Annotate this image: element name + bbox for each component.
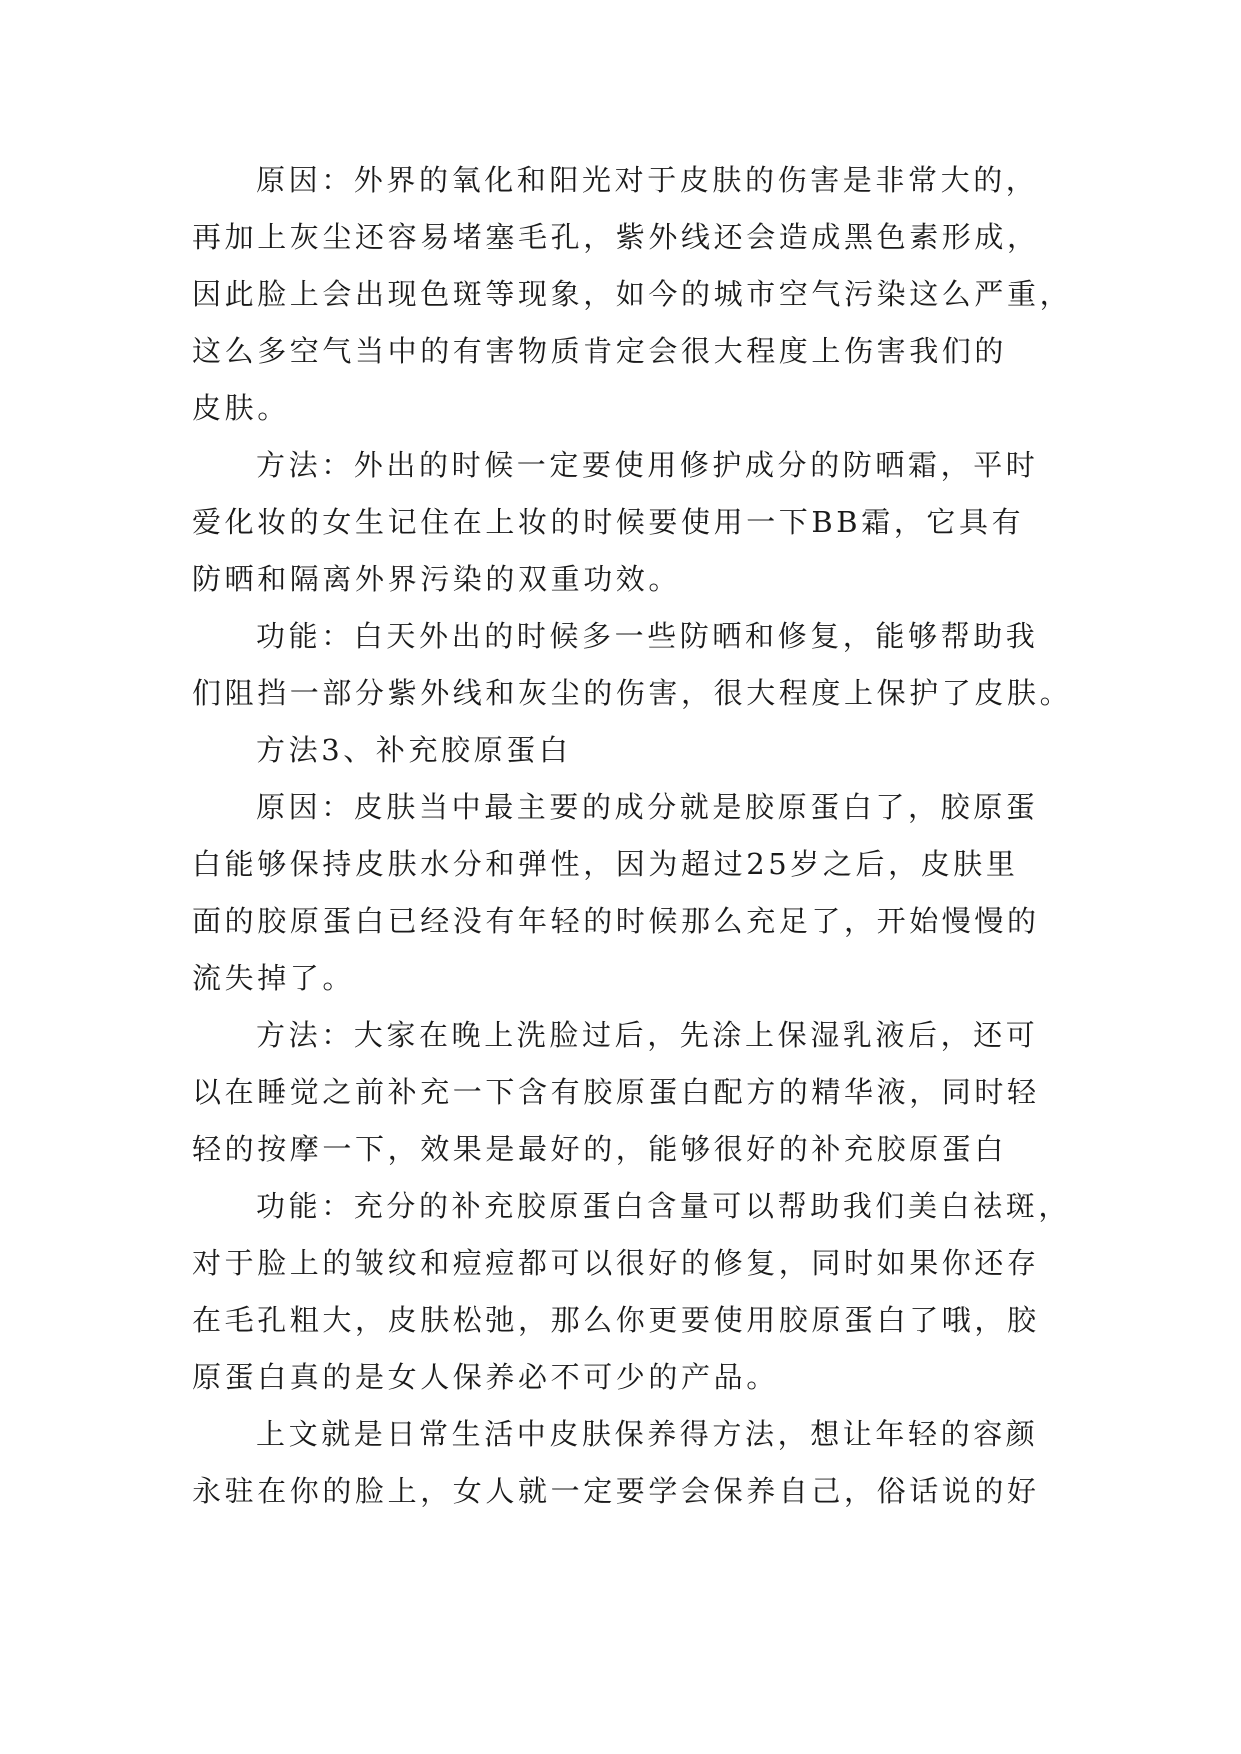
text-line: 爱化妆的女生记住在上妆的时候要使用一下BB霜，它具有 bbox=[192, 505, 1025, 539]
text-line: 原因：外界的氧化和阳光对于皮肤的伤害是非常大的， bbox=[256, 163, 1039, 197]
text-line: 面的胶原蛋白已经没有年轻的时候那么充足了，开始慢慢的 bbox=[192, 904, 1040, 938]
text-line: 以在睡觉之前补充一下含有胶原蛋白配方的精华液，同时轻 bbox=[192, 1075, 1040, 1109]
text-line: 对于脸上的皱纹和痘痘都可以很好的修复，同时如果你还存 bbox=[192, 1246, 1040, 1280]
section-heading: 方法3、补充胶原蛋白 bbox=[256, 733, 572, 767]
text-line: 防晒和隔离外界污染的双重功效。 bbox=[192, 562, 682, 596]
text-line: 再加上灰尘还容易堵塞毛孔，紫外线还会造成黑色素形成， bbox=[192, 220, 1040, 254]
text-line: 们阻挡一部分紫外线和灰尘的伤害，很大程度上保护了皮肤。 bbox=[192, 676, 1073, 710]
text-line: 功能：白天外出的时候多一些防晒和修复，能够帮助我 bbox=[256, 619, 1039, 653]
text-line: 轻的按摩一下，效果是最好的，能够很好的补充胶原蛋白 bbox=[192, 1132, 1008, 1166]
text-line: 白能够保持皮肤水分和弹性，因为超过25岁之后，皮肤里 bbox=[192, 847, 1019, 881]
text-line: 方法：外出的时候一定要使用修护成分的防晒霜，平时 bbox=[256, 448, 1039, 482]
text-line: 因此脸上会出现色斑等现象，如今的城市空气污染这么严重， bbox=[192, 277, 1073, 311]
text-line: 永驻在你的脸上，女人就一定要学会保养自己，俗话说的好 bbox=[192, 1474, 1040, 1508]
text-line: 皮肤。 bbox=[192, 391, 290, 425]
text-line: 方法：大家在晚上洗脸过后，先涂上保湿乳液后，还可 bbox=[256, 1018, 1039, 1052]
text-line: 流失掉了。 bbox=[192, 961, 356, 995]
text-line: 在毛孔粗大，皮肤松弛，那么你更要使用胶原蛋白了哦，胶 bbox=[192, 1303, 1040, 1337]
text-line: 这么多空气当中的有害物质肯定会很大程度上伤害我们的 bbox=[192, 334, 1008, 368]
text-line: 原因：皮肤当中最主要的成分就是胶原蛋白了，胶原蛋 bbox=[256, 790, 1039, 824]
text-line: 上文就是日常生活中皮肤保养得方法，想让年轻的容颜 bbox=[256, 1417, 1039, 1451]
text-line: 功能：充分的补充胶原蛋白含量可以帮助我们美白祛斑， bbox=[256, 1189, 1072, 1223]
text-line: 原蛋白真的是女人保养必不可少的产品。 bbox=[192, 1360, 779, 1394]
